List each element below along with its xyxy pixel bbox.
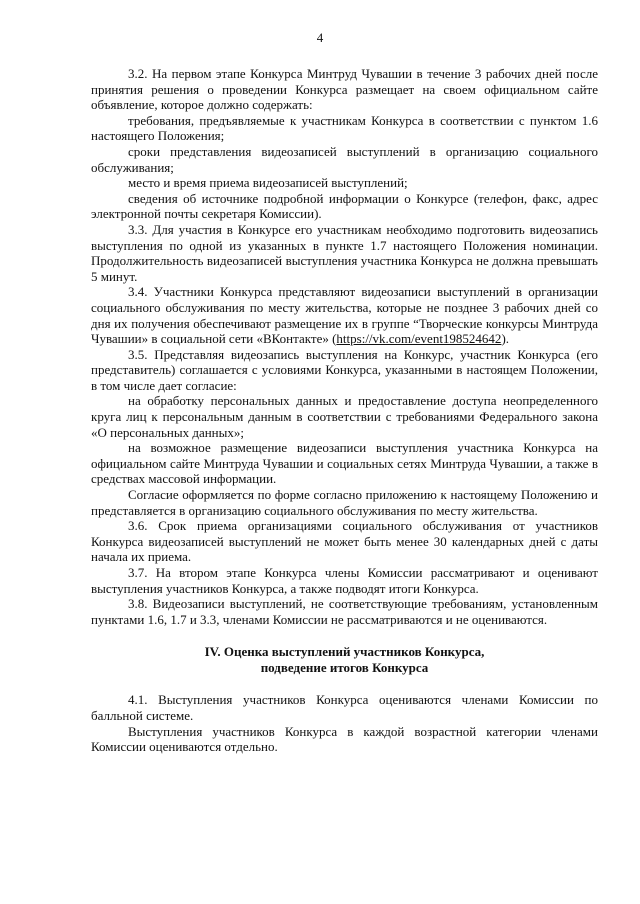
paragraph-consent-publishing: на возможное размещение видеозаписи выступления участника Конкурса на официальном сайте Минтруда Чувашии и социальных сетях Минтруда Чувашии, а также в средствах массовой информации.	[91, 440, 598, 487]
vk-group-link[interactable]: https://vk.com/event198524642	[336, 331, 502, 347]
paragraph-3-6: 3.6. Срок приема организациями социального обслуживания от участников Конкурса видеозаписей выступлений не может быть менее 30 календарных дней с даты начала их приема.	[91, 518, 598, 565]
section-heading-line1: IV. Оценка выступлений участников Конкурса,	[204, 644, 485, 660]
paragraph-3-5: 3.5. Представляя видеозапись выступления на Конкурс, участник Конкурса (его представитель) соглашается с условиями Конкурса, указанными в настоящем Положении, в том числе дает согласие:	[91, 346, 598, 393]
paragraph-3-7: 3.7. На втором этапе Конкурса члены Комиссии рассматривают и оценивают выступления участников Конкурса, а также подводят итоги Конкурса.	[91, 565, 598, 596]
paragraph-consent-processing: на обработку персональных данных и предоставление доступа неопределенного круга лиц к персональным данным в соответствии с требованиями Федерального закона «О персональных данных»;	[91, 393, 598, 440]
paragraph-requirements: требования, предъявляемые к участникам Конкурса в соответствии с пунктом 1.6 настоящего Положения;	[91, 112, 598, 144]
paragraph-age-categories: Выступления участников Конкурса в каждой возрастной категории членами Комиссии оцениваются отдельно.	[91, 723, 598, 755]
paragraph-3-3: 3.3. Для участия в Конкурсе его участникам необходимо подготовить видеозапись выступления по одной из указанных в пункте 1.7 настоящего Положения номинации. Продолжительность видеозаписей выступления участника Конкурса не должна превышать 5 минут.	[91, 221, 598, 284]
paragraph-3-2: 3.2. На первом этапе Конкурса Минтруд Чувашии в течение 3 рабочих дней после принятия решения о проведении Конкурса размещает на своем официальном сайте объявление, которое должно содержать:	[91, 66, 598, 113]
paragraph-3-4	[91, 284, 598, 346]
page-number: 4	[316, 30, 324, 45]
paragraph-deadlines: сроки представления видеозаписей выступлений в организацию социального обслуживания;	[91, 143, 598, 175]
paragraph-3-4-text: 3.4. Участники Конкурса представляют видеозаписи выступлений в организации социального обслуживания по месту жительства, которые не позднее 3 рабочих дней со дня их получения обеспечивают размещение их в группе “Творческие конкурсы Минтруда Чувашии» в социальной сети «ВКонтакте» (	[91, 284, 598, 347]
section-heading-line2: подведение итогов Конкурса	[260, 660, 429, 676]
paragraph-3-4-tail: ).	[501, 331, 510, 347]
paragraph-place-time: место и время приема видеозаписей выступлений;	[128, 175, 408, 191]
section-heading	[91, 644, 598, 676]
paragraph-consent-form: Согласие оформляется по форме согласно приложению к настоящему Положению и представляется в организацию социального обслуживания по месту жительства.	[91, 487, 598, 518]
paragraph-4-1: 4.1. Выступления участников Конкурса оцениваются членами Комиссии по балльной системе.	[91, 692, 598, 723]
paragraph-info-source: сведения об источнике подробной информации о Конкурсе (телефон, факс, адрес электронной почты секретаря Комиссии).	[91, 190, 598, 222]
paragraph-3-8: 3.8. Видеозаписи выступлений, не соответствующие требованиям, установленным пунктами 1.6, 1.7 и 3.3, членами Комиссии не рассматриваются и не оцениваются.	[91, 596, 598, 627]
document-body	[91, 66, 598, 755]
